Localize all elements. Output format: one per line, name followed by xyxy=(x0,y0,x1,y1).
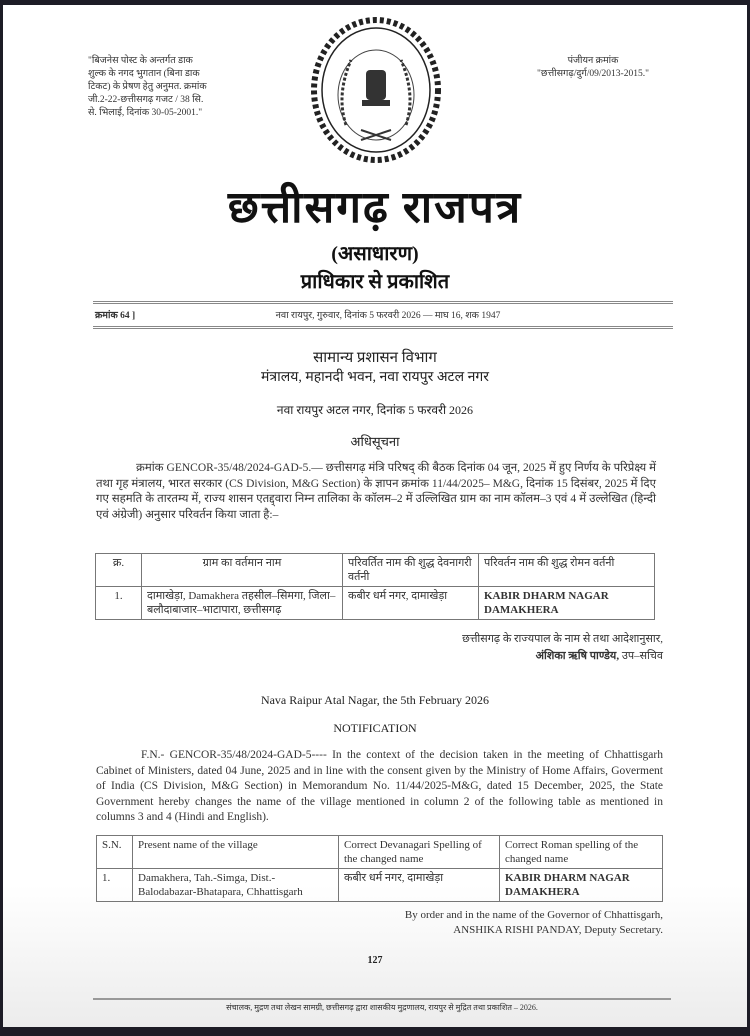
hindi-signatory: अंशिका ऋषि पाण्डेय, xyxy=(535,650,620,662)
english-order-line: By order and in the name of the Governor of Chhattisgarh, xyxy=(404,909,663,921)
hindi-heading: अधिसूचना xyxy=(350,434,400,449)
hindi-date: नवा रायपुर अटल नगर, दिनांक 5 फरवरी 2026 xyxy=(276,403,474,417)
header-cell: परिवर्तित नाम की शुद्ध देवनागरी वर्तनी xyxy=(343,554,479,587)
table-header-row xyxy=(96,554,655,587)
cell: Damakhera, Tah.-Simga, Dist.-Balodabazar-Bhatapara, Chhattisgarh xyxy=(133,869,339,902)
hindi-table xyxy=(95,553,655,620)
hindi-signature xyxy=(363,650,663,663)
top-rule xyxy=(93,301,673,304)
issue-number: क्रमांक 64 ] xyxy=(95,311,136,321)
postal-note: "बिजनेस पोस्ट के अन्तर्गत डाक शुल्क के नगद भुगतान (बिना डाक टिकट) के प्रेषण हेतु अनुमत. क्रमांक जी.2-22-छत्तीसगढ़ गजट / 38 सि. से. भिलाई, दिनांक 30-05-2001." xyxy=(88,56,207,118)
header-cell: परिवर्तन नाम की शुद्ध रोमन वर्तनी xyxy=(479,554,655,587)
cell: 1. xyxy=(96,587,142,620)
registration-number: "छत्तीसगढ़/दुर्ग/09/2013-2015." xyxy=(537,69,649,79)
hindi-order-line: छत्तीसगढ़ के राज्यपाल के नाम से तथा आदेशानुसार, xyxy=(462,633,663,645)
cell: कबीर धर्म नगर, दामाखेड़ा xyxy=(343,587,479,620)
cell: KABIR DHARM NAGAR DAMAKHERA xyxy=(500,869,663,902)
page-number: 127 xyxy=(367,955,383,966)
header-cell: Present name of the village xyxy=(133,836,339,869)
hindi-paragraph: क्रमांक GENCOR-35/48/2024-GAD-5.— छत्तीसगढ़ मंत्रि परिषद् की बैठक दिनांक 04 जून, 2025 में हुए निर्णय के परिप्रेक्ष्य में तथा गृह मंत्रालय, भारत सरकार (CS Division, M&G Section) के ज्ञापन क्रमांक 11/44/2025– M&G, दिनांक 15 दिसंबर, 2025 में दिए गए सहमति के तारतम्य में, राज्य शासन एतद्द्वारा निम्न तालिका के कॉलम–2 में उल्लिखित ग्राम का नाम कॉलम–3 एवं 4 में उल्लेखित (हिन्दी एवं अंग्रेजी) अनुसार परिवर्तन किया जाता है:– xyxy=(96,462,656,521)
footer-rule xyxy=(93,998,671,1000)
gazette-title: छत्तीसगढ़ राजपत्र xyxy=(227,183,523,232)
english-signatory: ANSHIKA RISHI PANDAY, Deputy Secretary. xyxy=(453,924,663,936)
english-paragraph: F.N.- GENCOR-35/48/2024-GAD-5---- In the context of the decision taken in the meeting of Chhattisgarh Cabinet of Ministers, dated 04 June, 2025 and in line with the consent given by the Ministry of Home Affairs, Goverment of India (CS Division, M&G Section) in Memorandum No. 11/44/2025-M&G, dated 15 December, 2025, the State Government hereby changes the name of the village mentioned in column 2 of the following table as mentioned in columns 3 and 4 (Hindi and English). xyxy=(96,749,663,823)
table-row xyxy=(97,869,663,902)
department-name: सामान्य प्रशासन विभाग xyxy=(313,350,437,366)
gazette-page xyxy=(3,5,747,1027)
header-cell: Correct Roman spelling of the changed name xyxy=(500,836,663,869)
cell: 1. xyxy=(97,869,133,902)
printer-line: संचालक, मुद्रण तथा लेखन सामग्री, छत्तीसगढ़ द्वारा शासकीय मुद्रणालय, रायपुर से मुद्रित तथा प्रकाशित – 2026. xyxy=(226,1003,538,1012)
header-cell: Correct Devanagari Spelling of the changed name xyxy=(339,836,500,869)
registration xyxy=(503,55,683,81)
issue-date: नवा रायपुर, गुरुवार, दिनांक 5 फरवरी 2026 — माघ 16, शक 1947 xyxy=(275,311,501,321)
hindi-designation: उप–सचिव xyxy=(621,650,663,662)
english-heading: NOTIFICATION xyxy=(333,721,417,735)
header-cell: क्र. xyxy=(96,554,142,587)
english-date: Nava Raipur Atal Nagar, the 5th February 2026 xyxy=(260,693,490,707)
english-table xyxy=(96,835,663,902)
cell: KABIR DHARM NAGAR DAMAKHERA xyxy=(479,587,655,620)
table-header-row xyxy=(97,836,663,869)
registration-label: पंजीयन क्रमांक xyxy=(567,56,619,66)
state-emblem xyxy=(306,15,446,165)
department-address: मंत्रालय, महानदी भवन, नवा रायपुर अटल नगर xyxy=(261,370,489,385)
gazette-subtitle-extraordinary: (असाधारण) xyxy=(331,243,419,265)
table-row xyxy=(96,587,655,620)
header-cell: S.N. xyxy=(97,836,133,869)
header-cell: ग्राम का वर्तमान नाम xyxy=(142,554,343,587)
cell: कबीर धर्म नगर, दामाखेड़ा xyxy=(339,869,500,902)
cell: दामाखेड़ा, Damakhera तहसील–सिमगा, जिला–बलौदाबाजार–भाटापारा, छत्तीसगढ़ xyxy=(142,587,343,620)
bottom-rule xyxy=(93,326,673,329)
gazette-subtitle-authority: प्राधिकार से प्रकाशित xyxy=(300,271,450,293)
